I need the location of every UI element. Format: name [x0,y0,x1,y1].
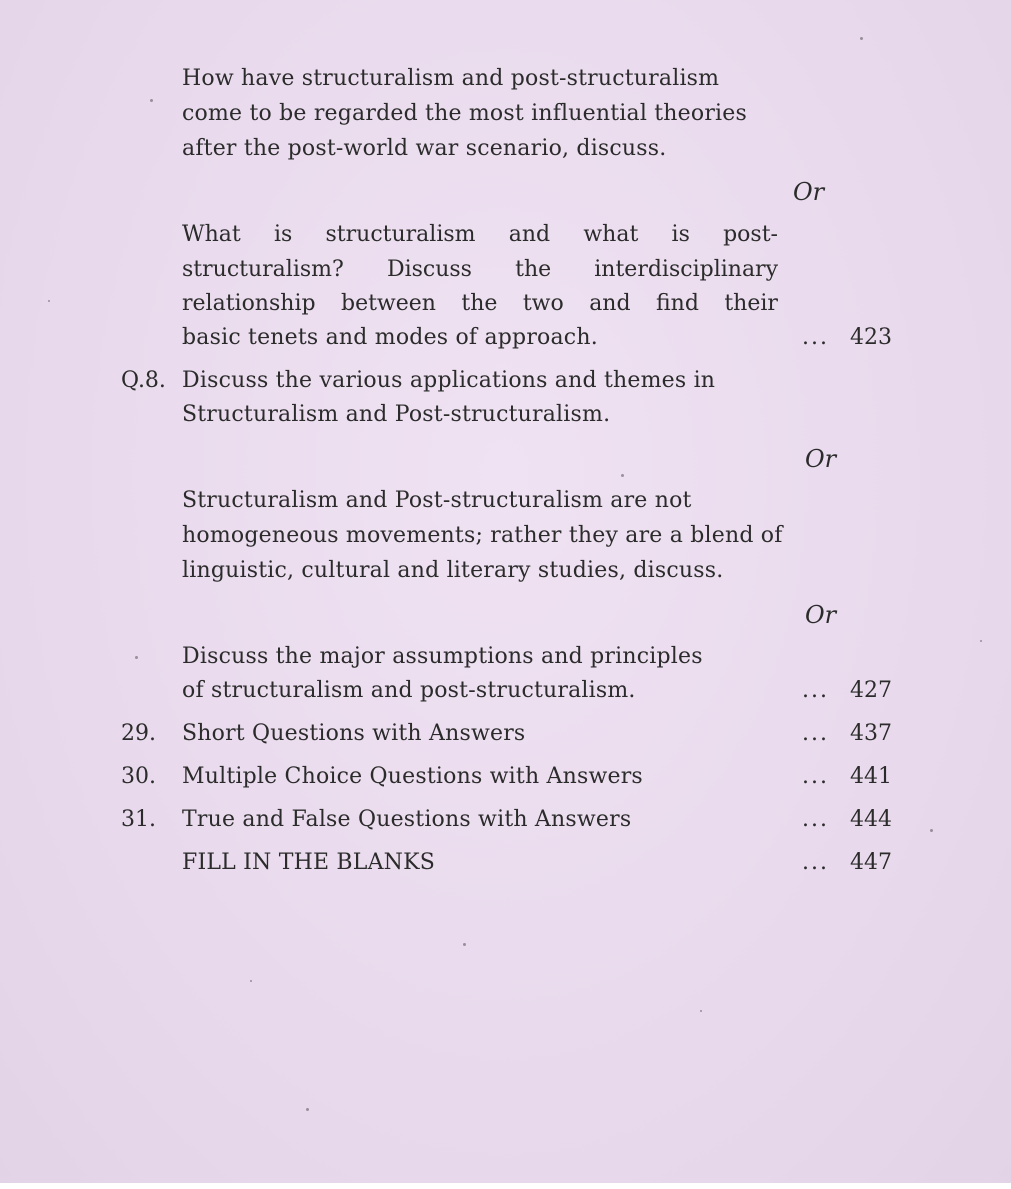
paper-speck [930,829,933,832]
toc-title: Short Questions with Answers [182,721,526,746]
page-edge [0,1183,1011,1189]
page-number: 447 [850,850,892,875]
q8-alt1-line-2: homogeneous movements; rather they are a blend of [182,523,783,548]
q7-alt2-line-4: basic tenets and modes of approach. [182,325,598,350]
paper-speck [250,980,252,982]
paper-speck [463,943,466,946]
toc-title: True and False Questions with Answers [182,807,632,832]
paper-speck [135,656,138,659]
q7-alt1-line-1: How have structuralism and post-structuralism [182,66,720,91]
page-number: 444 [850,807,892,832]
leader-dots: ... [802,678,829,703]
leader-dots: ... [802,764,829,789]
paper-speck [48,300,50,302]
q8-line-2: Structuralism and Post-structuralism. [182,402,611,427]
page-number: 441 [850,764,892,789]
page-number: 423 [850,325,892,350]
paper-speck [700,1010,702,1012]
q8-alt1-line-1: Structuralism and Post-structuralism are not [182,488,692,513]
q8-line-1: Discuss the various applications and themes in [182,368,716,393]
leader-dots: ... [802,721,829,746]
q7-alt1-line-2: come to be regarded the most influential theories [182,101,747,126]
leader-dots: ... [802,325,829,350]
q8-alt2-line-1: Discuss the major assumptions and principles [182,644,703,669]
or-separator-1: Or [793,178,825,206]
q8-alt2-line-2: of structuralism and post-structuralism. [182,678,636,703]
q7-alt2-line-3: relationship between the two and find their [182,291,778,316]
paper-speck [980,640,982,642]
leader-dots: ... [802,807,829,832]
paper-speck [621,474,624,477]
q8-alt1-line-3: linguistic, cultural and literary studies, discuss. [182,558,724,583]
question-number: Q.8. [121,368,166,393]
paper-speck [860,37,863,40]
q7-alt1-line-3: after the post-world war scenario, discuss. [182,136,667,161]
toc-title: FILL IN THE BLANKS [182,850,436,875]
toc-number: 31. [121,807,156,832]
or-separator-3: Or [805,601,837,629]
toc-number: 29. [121,721,156,746]
paper-speck [306,1108,309,1111]
q7-alt2-line-1: What is structuralism and what is post- [182,222,778,247]
leader-dots: ... [802,850,829,875]
q7-alt2-line-2: structuralism? Discuss the interdisciplinary [182,257,778,282]
page-number: 437 [850,721,892,746]
page-number: 427 [850,678,892,703]
or-separator-2: Or [805,445,837,473]
toc-title: Multiple Choice Questions with Answers [182,764,643,789]
paper-speck [150,99,153,102]
toc-number: 30. [121,764,156,789]
